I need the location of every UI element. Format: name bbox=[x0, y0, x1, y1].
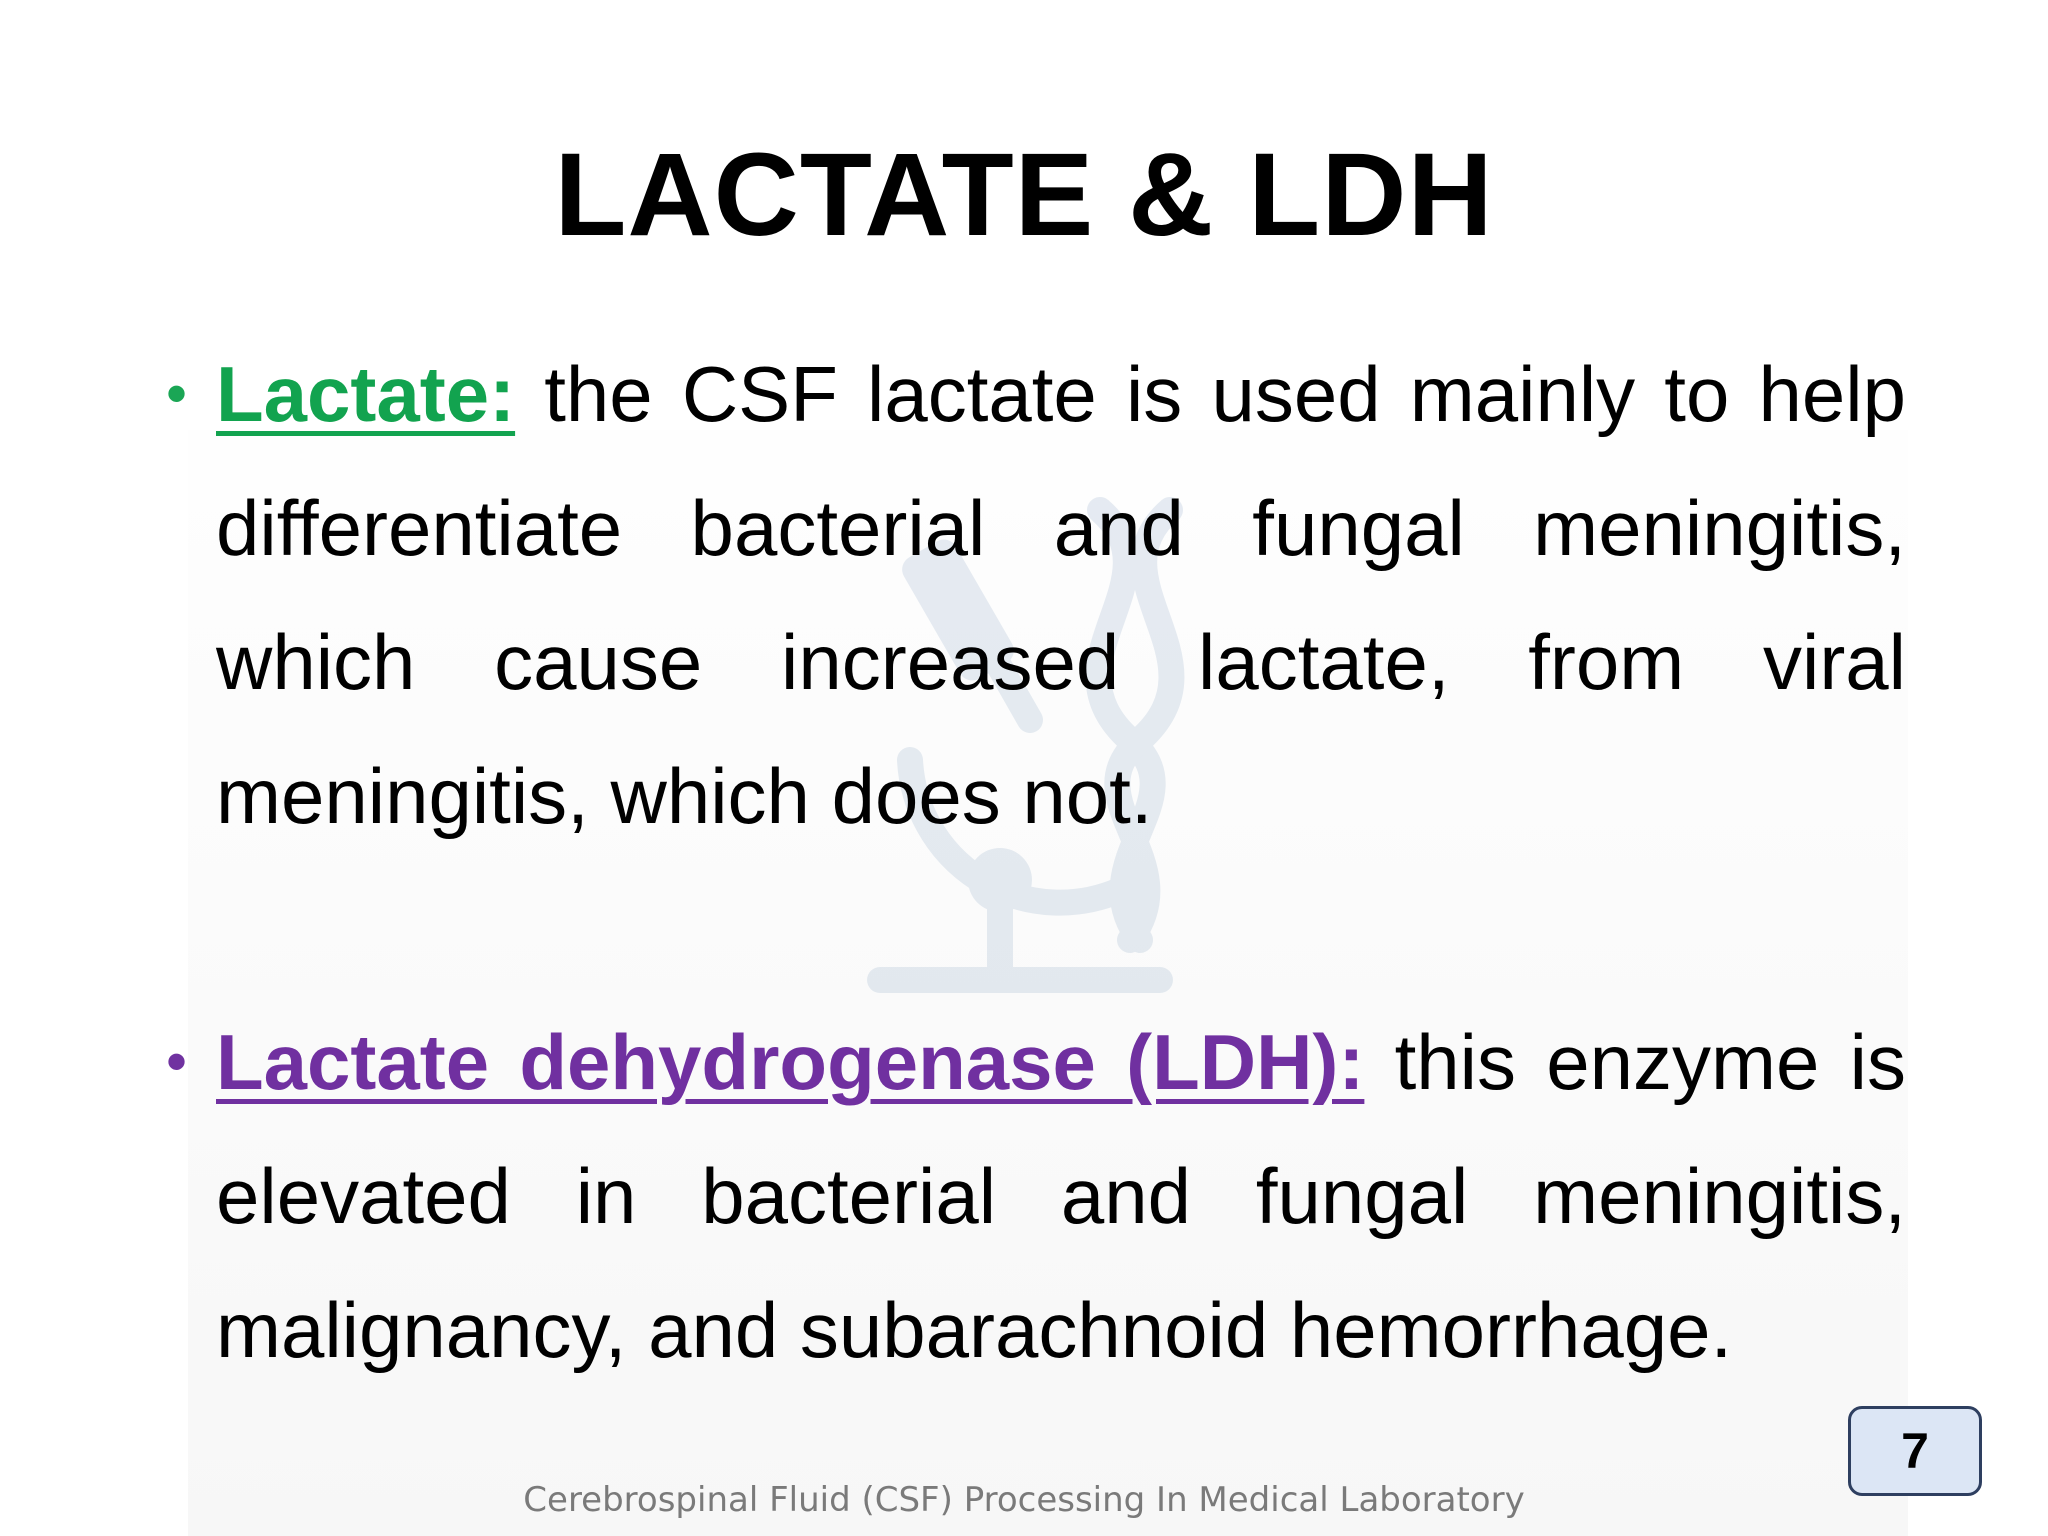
bullet-text: this enzyme is elevated in bacterial and fungal meningitis, malignancy, and subarachnoid hemorrhage. bbox=[216, 1018, 1906, 1374]
footer-text: Cerebrospinal Fluid (CSF) Processing In Medical Laboratory bbox=[523, 1480, 1525, 1520]
page-number: 7 bbox=[1901, 1423, 1929, 1479]
term-ldh: Lactate dehydrogenase (LDH): bbox=[216, 1018, 1365, 1106]
bullet-ldh bbox=[166, 995, 1906, 1397]
term-lactate: Lactate: bbox=[216, 350, 516, 438]
bullet-dot-icon: • bbox=[166, 360, 188, 427]
bullet-dot-icon: • bbox=[166, 1028, 188, 1095]
bullet-text: the CSF lactate is used mainly to help differentiate bacterial and fungal meningitis, which cause increased lactate, from viral meningitis, which does not. bbox=[216, 350, 1906, 840]
slide-title: LACTATE & LDH bbox=[554, 129, 1494, 261]
page-number-badge bbox=[1848, 1406, 1982, 1496]
bullet-lactate bbox=[166, 327, 1906, 863]
